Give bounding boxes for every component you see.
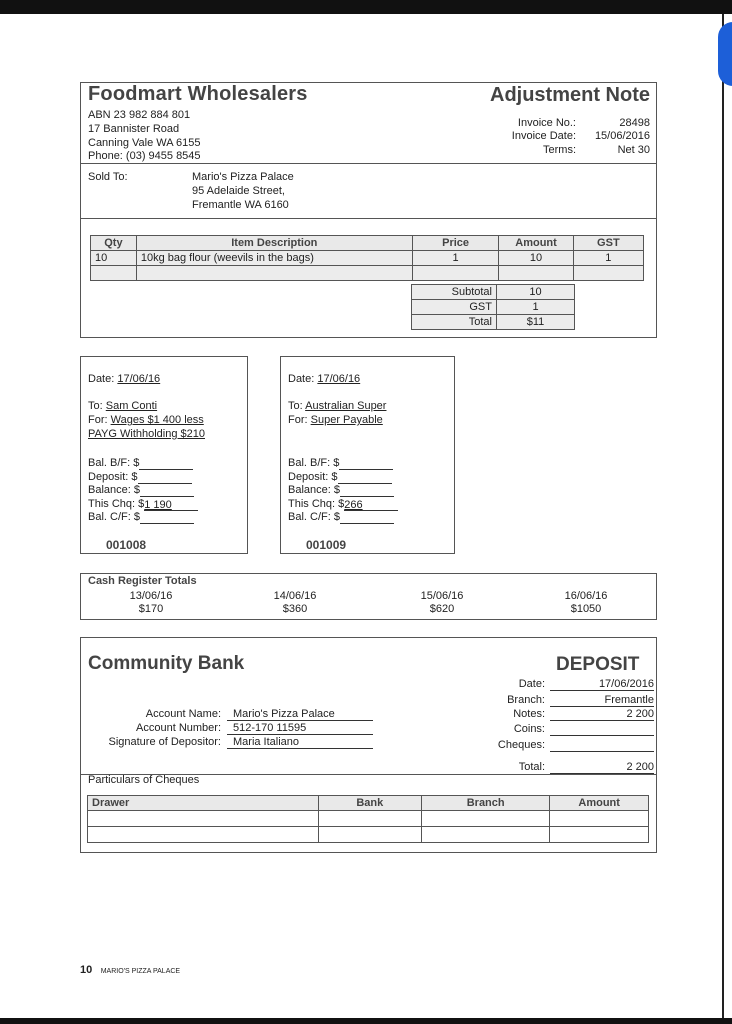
item-description: 10kg bag flour (weevils in the bags) xyxy=(136,251,412,266)
stub-deposit: Deposit: $ xyxy=(288,471,392,484)
sold-to-label: Sold To: xyxy=(88,171,128,183)
particulars-label: Particulars of Cheques xyxy=(88,774,200,786)
stub-payee: To: Australian Super xyxy=(288,400,387,412)
deposit-cheques xyxy=(550,739,654,752)
document-title: Adjustment Note xyxy=(490,84,650,106)
column-header: Branch xyxy=(422,796,550,811)
table-row xyxy=(88,827,649,843)
register-amount: $1050 xyxy=(570,603,602,615)
deposit-total: 2 200 xyxy=(550,761,654,774)
register-amount: $620 xyxy=(429,603,455,615)
account-number: 512-170 11595 xyxy=(227,722,373,735)
cash-register-totals xyxy=(80,573,657,620)
account-number-label: Account Number: xyxy=(136,722,221,734)
table-row xyxy=(88,811,649,827)
column-header: Item Description xyxy=(136,236,412,251)
stub-balance: Balance: $ xyxy=(288,484,394,497)
deposit-branch: Fremantle xyxy=(550,694,654,707)
account-name: Mario's Pizza Palace xyxy=(227,708,373,721)
register-entry xyxy=(546,590,626,616)
sold-to-line1: Mario's Pizza Palace xyxy=(192,171,294,183)
company-abn: ABN 23 982 884 801 xyxy=(88,109,191,121)
divider xyxy=(81,163,656,164)
column-header: Qty xyxy=(91,236,137,251)
cheque-number: 001008 xyxy=(106,538,147,552)
stub-this-cheque: This Chq: $1 190 xyxy=(88,498,198,511)
gst-total: 1 xyxy=(497,300,575,315)
scan-top-border xyxy=(0,0,732,14)
stub-bal-cf: Bal. C/F: $ xyxy=(288,511,394,524)
branch-label: Branch: xyxy=(507,694,545,706)
terms-label: Terms: xyxy=(543,144,576,156)
stub-for-line2: PAYG Withholding $210 xyxy=(88,428,205,440)
company-phone: Phone: (03) 9455 8545 xyxy=(88,150,201,162)
column-header: Amount xyxy=(499,236,573,251)
stub-date: Date: 17/06/16 xyxy=(88,373,161,385)
company-address-line2: Canning Vale WA 6155 xyxy=(88,137,201,149)
scan-blue-tab xyxy=(718,22,732,86)
company-address-line1: 17 Bannister Road xyxy=(88,123,180,135)
item-price: 1 xyxy=(412,251,499,266)
invoice-no-label: Invoice No.: xyxy=(517,117,576,129)
deposit-notes: 2 200 xyxy=(550,708,654,721)
stub-bal-bf: Bal. B/F: $ xyxy=(88,457,193,470)
cheque-stub xyxy=(280,356,455,554)
register-title: Cash Register Totals xyxy=(88,575,197,587)
cheque-stub xyxy=(80,356,248,554)
register-date: 15/06/16 xyxy=(420,590,464,602)
invoice-totals xyxy=(411,284,575,330)
account-name-label: Account Name: xyxy=(145,708,221,720)
cheque-number: 001009 xyxy=(306,538,347,552)
register-entry xyxy=(255,590,335,616)
total-label: Total: xyxy=(518,761,545,773)
cheques-label: Cheques: xyxy=(497,739,545,751)
notes-label: Notes: xyxy=(513,708,545,720)
subtotal-label: Subtotal xyxy=(412,285,497,300)
sold-to-line3: Fremantle WA 6160 xyxy=(192,199,289,211)
company-name: Foodmart Wholesalers xyxy=(88,83,308,105)
column-header: Price xyxy=(412,236,499,251)
item-gst: 1 xyxy=(573,251,643,266)
deposit-coins xyxy=(550,723,654,736)
deposit-date: 17/06/2016 xyxy=(550,678,654,691)
gst-label: GST xyxy=(412,300,497,315)
bank-name: Community Bank xyxy=(88,653,245,674)
stub-payee: To: Sam Conti xyxy=(88,400,158,412)
running-title: MARIO'S PIZZA PALACE xyxy=(100,968,181,975)
invoice-items-table xyxy=(90,235,644,281)
column-header: Bank xyxy=(318,796,421,811)
scan-right-edge xyxy=(722,14,732,1024)
deposit-title: DEPOSIT xyxy=(556,654,640,675)
table-row xyxy=(91,266,644,281)
invoice-no: 28498 xyxy=(619,117,650,129)
sold-to-line2: 95 Adelaide Street, xyxy=(192,185,285,197)
table-row xyxy=(91,251,644,266)
register-date: 13/06/16 xyxy=(129,590,173,602)
page-number: 10 xyxy=(80,964,93,976)
register-date: 14/06/16 xyxy=(273,590,317,602)
stub-date: Date: 17/06/16 xyxy=(288,373,361,385)
invoice-date-label: Invoice Date: xyxy=(511,130,576,142)
divider xyxy=(81,218,656,219)
signature-label: Signature of Depositor: xyxy=(108,736,221,748)
scan-bottom-border xyxy=(0,1018,732,1024)
invoice-total: $11 xyxy=(497,315,575,330)
column-header: Drawer xyxy=(88,796,319,811)
terms: Net 30 xyxy=(617,144,650,156)
register-amount: $360 xyxy=(282,603,308,615)
coins-label: Coins: xyxy=(513,723,545,735)
item-amount: 10 xyxy=(499,251,573,266)
register-entry xyxy=(402,590,482,616)
invoice-date: 15/06/2016 xyxy=(594,130,650,142)
register-entry xyxy=(111,590,191,616)
stub-for: For: Super Payable xyxy=(288,414,383,426)
stub-balance: Balance: $ xyxy=(88,484,194,497)
column-header: GST xyxy=(573,236,643,251)
register-date: 16/06/16 xyxy=(564,590,608,602)
total-label: Total xyxy=(412,315,497,330)
register-amount: $170 xyxy=(138,603,164,615)
cheque-particulars-table xyxy=(87,795,649,843)
stub-bal-bf: Bal. B/F: $ xyxy=(288,457,393,470)
stub-deposit: Deposit: $ xyxy=(88,471,192,484)
item-qty: 10 xyxy=(91,251,137,266)
stub-for: For: Wages $1 400 less xyxy=(88,414,204,426)
stub-bal-cf: Bal. C/F: $ xyxy=(88,511,194,524)
subtotal: 10 xyxy=(497,285,575,300)
date-label: Date: xyxy=(518,678,545,690)
page-footer xyxy=(80,960,180,978)
depositor-signature: Maria Italiano xyxy=(227,736,373,749)
column-header: Amount xyxy=(550,796,649,811)
stub-this-cheque: This Chq: $266 xyxy=(288,498,398,511)
